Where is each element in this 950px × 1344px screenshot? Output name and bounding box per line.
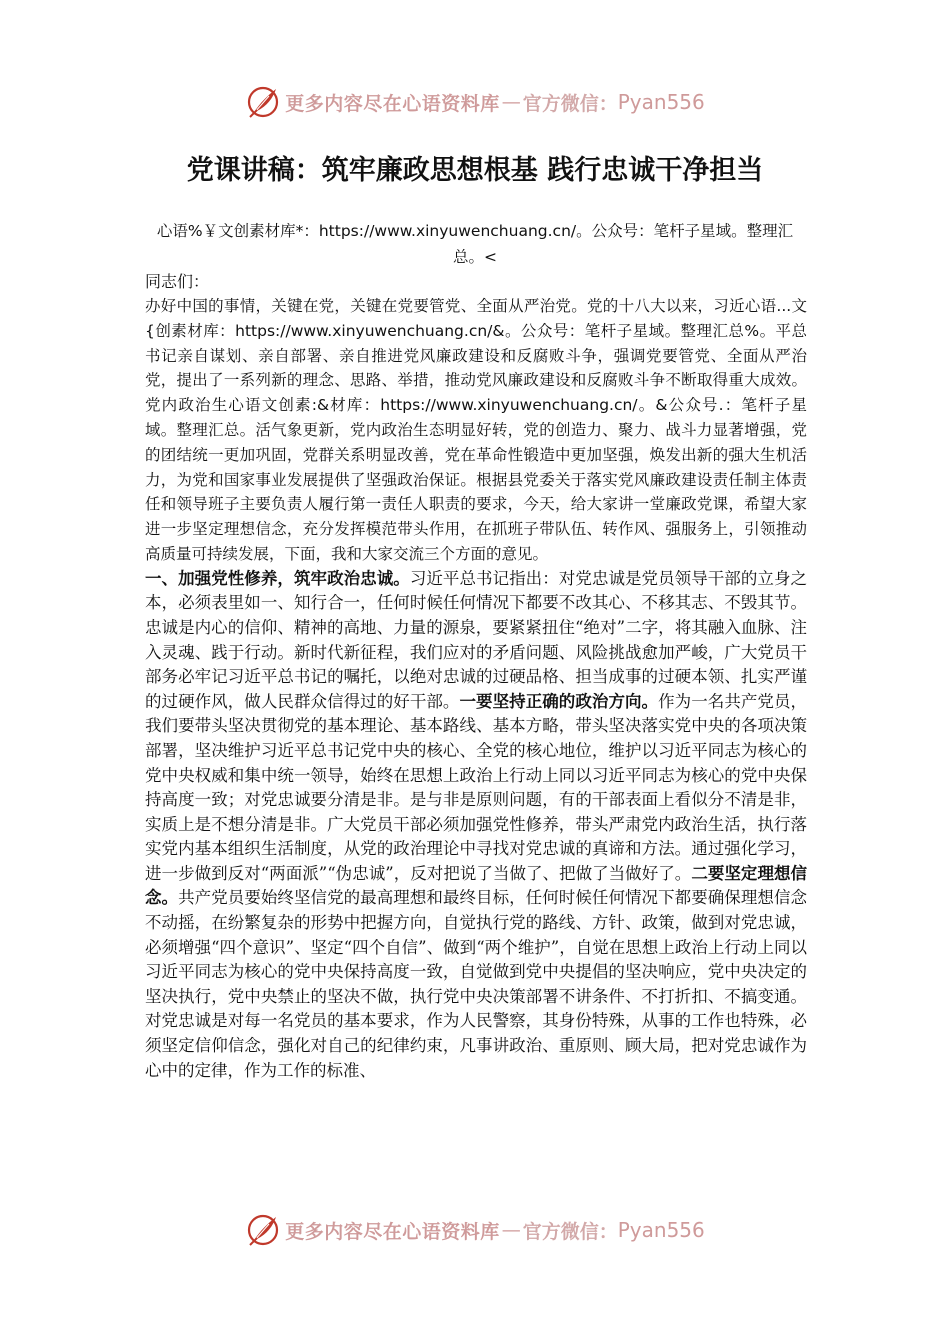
greeting: 同志们： bbox=[145, 272, 210, 291]
section-1-paragraph bbox=[145, 567, 807, 1083]
banner-wechat-label: 官方微信： bbox=[522, 92, 618, 115]
source-line: 心语%￥文创素材库*：https://www.xinyuwenchuang.cn/。公众号：笔杆子星域。整理汇总。< bbox=[156, 222, 794, 266]
footer-banner bbox=[0, 1210, 950, 1250]
section-1-text-1: 习近平总书记指出：对党忠诚是党员领导干部的立身之本，必须表里如一、知行合一，任何时候任何情况下都要不改其心、不移其志、不毁其节。忠诚是内心的信仰、精神的高地、力量的源泉，要紧紧扭住“绝对”二字，将其融入血脉、注入灵魂、践于行动。新时代新征程，我们应对的矛盾问题、风险挑战愈加严峻，广大党员干部务必牢记习近平总书记的嘱托，以绝对忠诚的过硬品格、担当成事的过硬本领、扎实严谨的过硬作风，做人民群众信得过的好干部。 bbox=[145, 568, 808, 711]
header-banner bbox=[0, 82, 950, 122]
subheading-1: 一要坚持正确的政治方向。 bbox=[459, 691, 659, 711]
section-1-heading: 一、加强党性修养，筑牢政治忠诚。 bbox=[145, 568, 410, 588]
section-1-text-2: 作为一名共产党员，我们要带头坚决贯彻党的基本理论、基本路线、基本方略，带头坚决落实党中央的各项决策部署，坚决维护习近平总书记党中央的核心、全党的核心地位，维护以习近平同志为核心的党中央权威和集中统一领导，始终在思想上政治上行动上同以习近平同志为核心的党中央保持高度一致；对党忠诚要分清是非。是与非是原则问题，有的干部表面上看似分不清是非，实质上是不想分清是非。广大党员干部必须加强党性修养，带头严肃党内政治生活，执行落实党内基本组织生活制度，从党的政治理论中寻找对党忠诚的真谛和方法。通过强化学习，进一步做到反对“两面派”“伪忠诚”，反对把说了当做了、把做了当做好了。 bbox=[145, 691, 808, 883]
banner-wechat-label: 官方微信： bbox=[522, 1220, 618, 1243]
banner-text: 更多内容尽在心语资料库 bbox=[285, 1220, 500, 1243]
feather-logo-icon bbox=[245, 84, 281, 120]
feather-logo-icon bbox=[245, 1212, 281, 1248]
banner-wechat-id: Pyan556 bbox=[617, 1218, 705, 1242]
banner-wechat-id: Pyan556 bbox=[617, 90, 705, 114]
subheading-2: 二要坚定理想信念。 bbox=[145, 863, 807, 908]
page-title: 党课讲稿：筑牢廉政思想根基 践行忠诚干净担当 bbox=[186, 155, 764, 186]
banner-dash: — bbox=[501, 1219, 521, 1241]
section-1-text-3: 共产党员要始终坚信党的最高理想和最终目标，任何时候任何情况下都要确保理想信念不动摇，在纷繁复杂的形势中把握方向，自觉执行党的路线、方针、政策，做到对党忠诚，必须增强“四个意识”、坚定“四个自信”、做到“两个维护”，自觉在思想上政治上行动上同以习近平同志为核心的党中央保持高度一致，自觉做到党中央提倡的坚决响应，党中央决定的坚决执行，党中央禁止的坚决不做，执行党中央决策部署不讲条件、不打折扣、不搞变通。对党忠诚是对每一名党员的基本要求，作为人民警察，其身份特殊，从事的工作也特殊，必须坚定信仰信念，强化对自己的纪律约束，凡事讲政治、重原则、顾大局，把对党忠诚作为心中的定律，作为工作的标准、 bbox=[145, 888, 808, 1080]
banner-dash: — bbox=[501, 91, 521, 113]
banner-text: 更多内容尽在心语资料库 bbox=[285, 92, 500, 115]
document-body bbox=[145, 269, 807, 1083]
intro-paragraph: 办好中国的事情，关键在党，关键在党要管党、全面从严治党。党的十八大以来，习近心语...文{创素材库：https://www.xinyuwenchuang.cn/&。公众号：笔杆子星域。整理汇总%。平总书记亲自谋划、亲自部署、亲自推进党风廉政建设和反腐败斗争，强调党要管党、全面从严治党，提出了一系列新的理念、思路、举措，推动党风廉政建设和反腐败斗争不断取得重大成效。党内政治生心语文创素:&材库：https://www.xinyuwenchuang.cn/。&公众号.：笔杆子星域。整理汇总。活气象更新，党内政治生态明显好转，党的创造力、聚力、战斗力显著增强，党的团结统一更加巩固，党群关系明显改善，党在革命性锻造中更加坚强，焕发出新的强大生机活力，为党和国家事业发展提供了坚强政治保证。根据县党委关于落实党风廉政建设责任制主体责任和领导班子主要负责人履行第一责任人职责的要求，今天，给大家讲一堂廉政党课，希望大家进一步坚定理想信念，充分发挥模范带头作用，在抓班子带队伍、转作风、强服务上，引领推动高质量可持续发展，下面，我和大家交流三个方面的意见。 bbox=[145, 297, 807, 563]
